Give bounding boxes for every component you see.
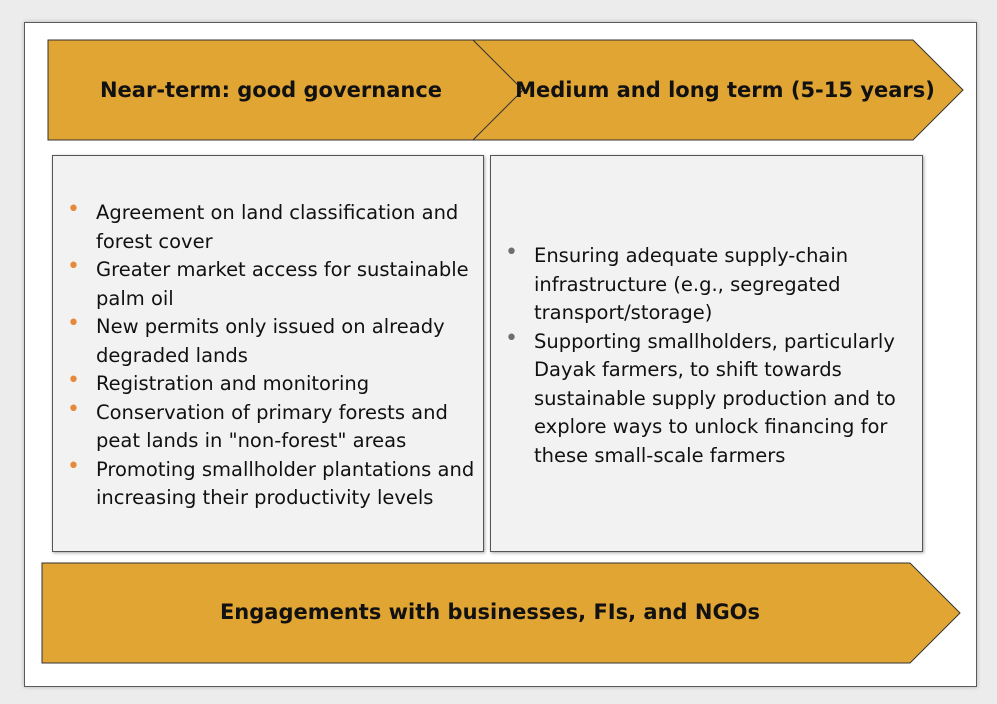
bullet-icon: •: [67, 254, 80, 279]
near-term-panel: [52, 155, 484, 552]
bullet-icon: •: [67, 197, 80, 222]
medium-long-term-title: Medium and long term (5-15 years): [515, 78, 935, 102]
bullet-icon: •: [67, 311, 80, 336]
bullet-icon: •: [505, 325, 518, 351]
medium-long-term-list: [505, 240, 904, 470]
medium-long-term-panel: [490, 155, 923, 552]
list-item: • Greater market access for sustainable palm oil: [67, 254, 469, 310]
list-item: • Supporting smallholders, particularly Dayak farmers, to shift towards sustainable supply production and to explore ways to unlock financing for these small-scale farmers: [505, 325, 896, 467]
list-item: • Registration and monitoring: [67, 368, 370, 395]
list-item: • Conservation of primary forests and peat lands in "non-forest" areas: [67, 396, 448, 452]
list-item: • New permits only issued on already degraded lands: [67, 311, 445, 367]
near-term-list: [67, 197, 479, 513]
bullet-icon: •: [67, 396, 80, 422]
engagements-title: Engagements with businesses, FIs, and NGOs: [219, 600, 761, 624]
bullet-icon: •: [505, 240, 518, 265]
list-item: • Promoting smallholder plantations and increasing their productivity levels: [67, 453, 475, 509]
list-item: • Agreement on land classification and forest cover: [67, 197, 459, 253]
list-item: • Ensuring adequate supply-chain infrastructure (e.g., segregated transport/storage): [505, 240, 849, 324]
bullet-icon: •: [67, 453, 80, 479]
near-term-title: Near-term: good governance: [99, 78, 443, 102]
bullet-icon: •: [67, 368, 80, 393]
